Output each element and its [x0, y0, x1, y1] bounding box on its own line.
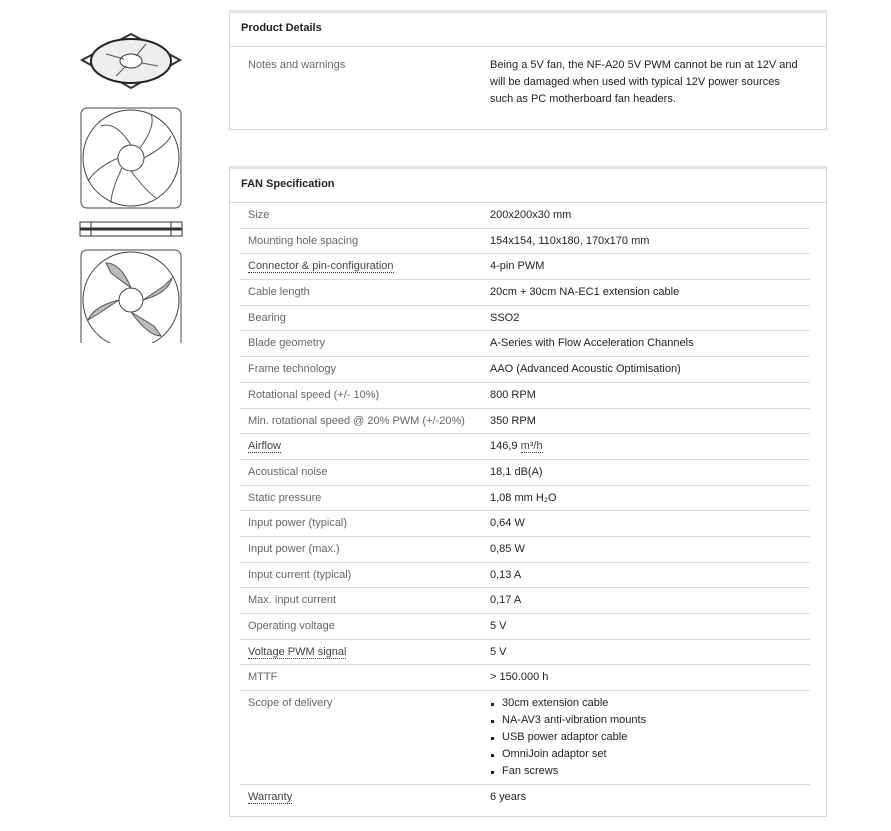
fan-back-image[interactable]	[76, 248, 186, 343]
spec-value	[490, 310, 810, 327]
spec-label	[240, 646, 490, 658]
spec-row	[240, 691, 810, 785]
list-item: USB power adaptor cable	[490, 729, 810, 746]
spec-value: Being a 5V fan, the NF-A20 5V PWM cannot be run at 12V and will be damaged when used with typical 12V power sources such as PC motherboard fan headers.	[490, 59, 798, 105]
value-text: A-Series with Flow Acceleration Channels	[490, 337, 694, 350]
spec-label: Acoustical noise	[248, 465, 328, 478]
spec-row	[240, 306, 810, 332]
spec-row	[240, 614, 810, 640]
spec-label: Bearing	[248, 311, 286, 324]
spec-label: Blade geometry	[248, 337, 326, 350]
spec-value	[490, 438, 810, 455]
delivery-list	[490, 695, 810, 780]
tooltip-term[interactable]: Voltage PWM signal	[248, 645, 347, 658]
fan-specification-panel	[229, 166, 827, 817]
value-text: AAO (Advanced Acoustic Optimisation)	[490, 363, 681, 376]
spec-label: Max. input current	[248, 594, 337, 607]
spec-value	[490, 669, 810, 686]
value-text: 1,08 mm H₂O	[490, 491, 557, 504]
value-text: 0,64 W	[490, 517, 525, 530]
fan-isometric-image[interactable]	[76, 26, 186, 96]
panel-title: Product Details	[230, 13, 826, 47]
spec-label	[240, 260, 490, 272]
fan-front-image[interactable]	[76, 106, 186, 211]
spec-row	[240, 434, 810, 460]
spec-row	[240, 357, 810, 383]
spec-label: Cable length	[248, 286, 310, 299]
spec-label: Frame technology	[248, 363, 337, 376]
product-details-panel	[229, 10, 827, 130]
spec-value	[490, 464, 810, 481]
spec-value	[490, 541, 810, 558]
spec-row	[240, 409, 810, 435]
fan-side-image[interactable]	[76, 219, 186, 239]
value-text: 0,13 A	[490, 568, 522, 581]
value-text: 350 RPM	[490, 414, 536, 427]
spec-label: MTTF	[248, 671, 278, 684]
spec-row	[240, 588, 810, 614]
spec-value	[490, 490, 810, 507]
spec-row	[240, 53, 810, 108]
spec-label: Size	[248, 209, 270, 221]
spec-row	[240, 640, 810, 666]
spec-row	[240, 331, 810, 357]
value-text: 6 years	[490, 791, 527, 804]
spec-value	[490, 567, 810, 584]
value-text: 18,1 dB(A)	[490, 465, 543, 478]
tooltip-term[interactable]: Warranty	[248, 791, 293, 804]
list-item: Fan screws	[490, 763, 810, 780]
spec-row	[240, 460, 810, 486]
spec-row	[240, 537, 810, 563]
list-item: OmniJoin adaptor set	[490, 746, 810, 763]
spec-value	[490, 618, 810, 635]
spec-row	[240, 486, 810, 512]
list-item: NA-AV3 anti-vibration mounts	[490, 712, 810, 729]
spec-label	[240, 440, 490, 452]
value-text: > 150.000 h	[490, 671, 549, 684]
spec-row	[240, 785, 810, 811]
value-text: 4-pin PWM	[490, 260, 545, 273]
value-text: 5 V	[490, 620, 507, 632]
value-text: 0,17 A	[490, 594, 522, 607]
spec-value	[490, 592, 810, 609]
value-text: 20cm + 30cm NA-EC1 extension cable	[490, 286, 680, 299]
spec-value	[490, 413, 810, 430]
value-text: 800 RPM	[490, 388, 536, 401]
spec-row	[240, 203, 810, 229]
spec-value	[490, 695, 810, 780]
spec-label: Scope of delivery	[248, 697, 333, 710]
spec-row	[240, 280, 810, 306]
panel-title: FAN Specification	[230, 169, 826, 203]
list-item: 30cm extension cable	[490, 695, 810, 712]
spec-value	[490, 361, 810, 378]
value-text: 0,85 W	[490, 542, 525, 555]
value-text: 5 V	[490, 645, 507, 658]
spec-row	[240, 665, 810, 691]
spec-value	[490, 515, 810, 532]
tooltip-term[interactable]: Connector & pin-configuration	[248, 260, 394, 273]
spec-label: Rotational speed (+/- 10%)	[248, 388, 380, 401]
value-text: 200x200x30 mm	[490, 209, 572, 221]
spec-row	[240, 511, 810, 537]
spec-row	[240, 229, 810, 255]
value-text: 146,9	[490, 440, 518, 453]
value-text: SSO2	[490, 311, 520, 324]
spec-value	[490, 207, 810, 224]
spec-value	[490, 258, 810, 275]
spec-row	[240, 254, 810, 280]
spec-label: Static pressure	[248, 491, 322, 504]
spec-label: Input current (typical)	[248, 568, 352, 581]
spec-value	[490, 284, 810, 301]
spec-row	[240, 563, 810, 589]
unit-tooltip[interactable]: m³/h	[520, 440, 543, 453]
spec-label: Min. rotational speed @ 20% PWM (+/-20%)	[248, 414, 465, 427]
spec-value	[490, 789, 810, 806]
spec-label: Mounting hole spacing	[248, 234, 359, 247]
value-text: 154x154, 110x180, 170x170 mm	[490, 234, 650, 247]
spec-row	[240, 383, 810, 409]
spec-value	[490, 644, 810, 661]
spec-label	[240, 791, 490, 803]
spec-value	[490, 387, 810, 404]
spec-label: Input power (typical)	[248, 517, 348, 530]
spec-label: Notes and warnings	[248, 59, 346, 71]
tooltip-term[interactable]: Airflow	[248, 440, 282, 453]
spec-value	[490, 233, 810, 250]
product-images	[76, 26, 186, 343]
spec-label: Input power (max.)	[248, 542, 340, 555]
spec-label: Operating voltage	[248, 620, 335, 632]
spec-value	[490, 335, 810, 352]
